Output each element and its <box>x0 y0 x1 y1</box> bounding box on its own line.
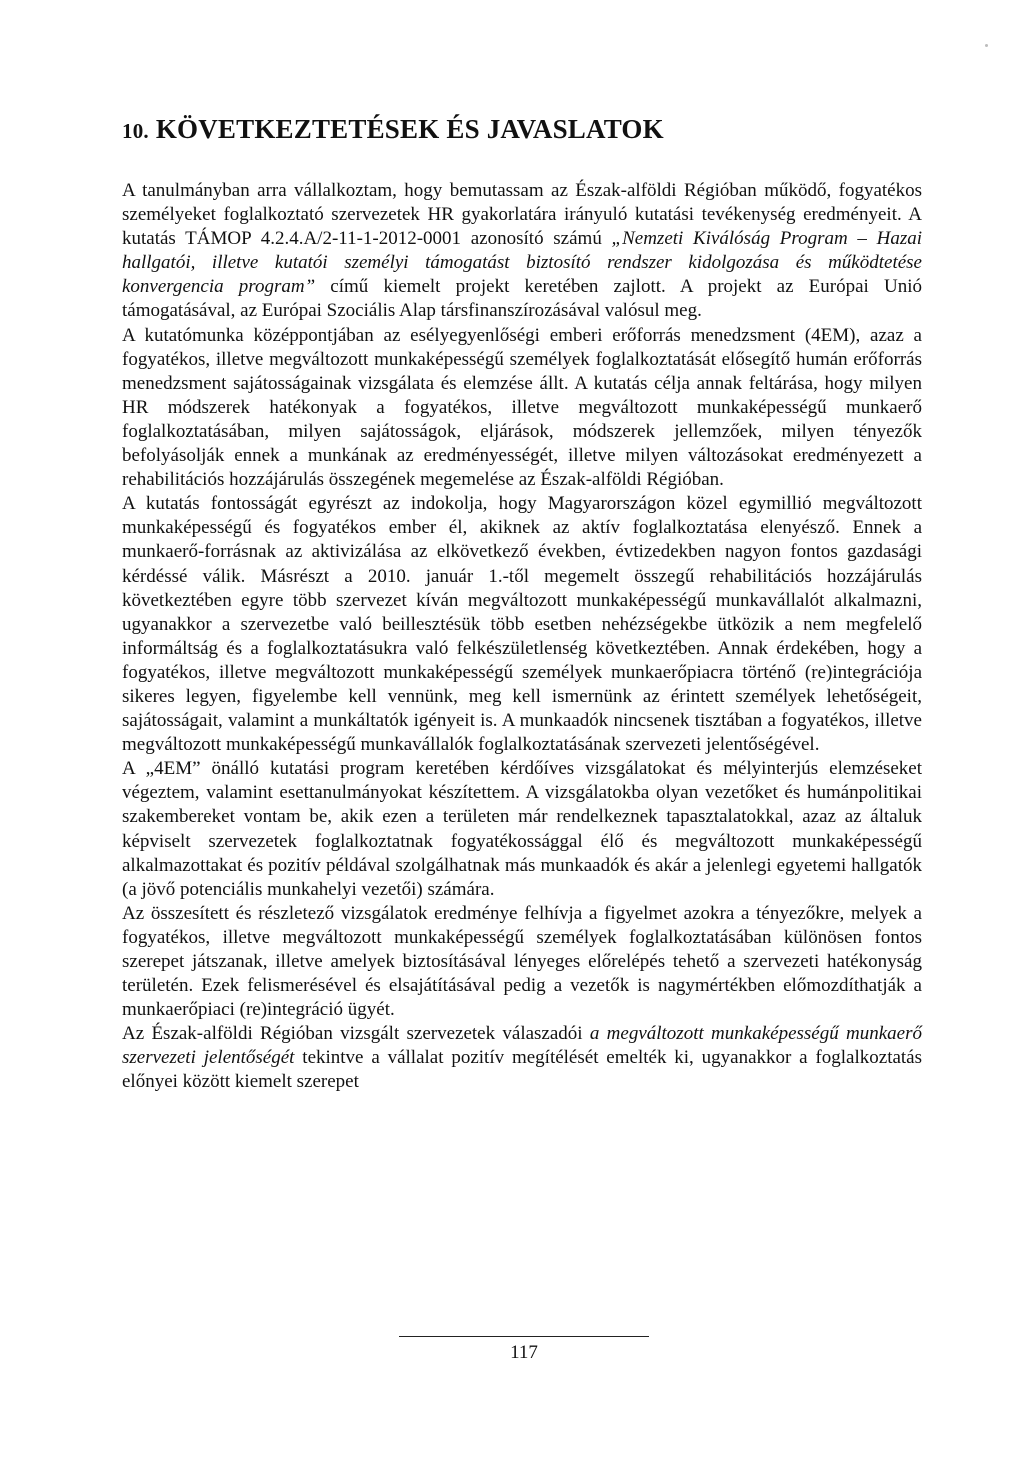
paragraph-6-emphasis: a megváltozott munkaképességű munkaerő szervezeti jelentőségét <box>122 1023 922 1069</box>
section-heading <box>122 112 922 148</box>
paragraph-4: A „4EM” önálló kutatási program keretében kérdőíves vizsgálatokat és mélyinterjús elemzéseket végeztem, valamint esettanulmányokat készítettem. A vizsgálatokba olyan vezetőket és humánpolitikai szakembereket vontam be, akik ezen a területen már rendelkeznek tapasztalatokkal, azaz az általuk képviselt szervezetek foglalkoztatnak fogyatékossággal élő és megváltozott munkaképességű alkalmazottakat és pozitív példával szolgálhatnak más munkaadók és akár a jelenlegi egyetemi hallgatók (a jövő potenciális munkahelyi vezetői) számára. <box>122 758 922 900</box>
paragraph-2: A kutatómunka középpontjában az esélyegyenlőségi emberi erőforrás menedzsment (4EM), azaz a fogyatékos, illetve megváltozott munkaképességű személyek foglalkoztatását elősegítő humán erőforrás menedzsment sajátosságainak vizsgálata és elemzése állt. A kutatás célja annak feltárása, hogy milyen HR módszerek hatékonyak a fogyatékos, illetve megváltozott munkaképességű munkaerő foglalkoztatásában, milyen sajátosságok, eljárások, módszerek jellemzőek, milyen tényezők befolyásolják ennek a munkának az eredményességét, illetve milyen változásokat eredményezett a rehabilitációs hozzájárulás összegének megemelése az Észak-alföldi Régióban. <box>122 324 922 491</box>
paragraph-6-text-start: Az Észak-alföldi Régióban vizsgált szervezetek válaszadói <box>122 1023 590 1045</box>
footer-rule <box>399 1336 649 1337</box>
section-title: KÖVETKEZTETÉSEK ÉS JAVASLATOK <box>155 114 664 144</box>
page-number: 117 <box>510 1342 538 1363</box>
paragraph-1 <box>122 179 922 324</box>
paragraph-3: A kutatás fontosságát egyrészt az indokolja, hogy Magyarországon közel egymillió megváltozott munkaképességű és fogyatékos ember él, akiknek az aktív foglalkoztatása elenyésző. Ennek a munkaerő-forrásnak az aktivizálása az elkövetkező években, évtizedekben nagyon fontos gazdasági kérdéssé válik. Másrészt a 2010. január 1.-től megemelt összegű rehabilitációs hozzájárulás következtében egyre több szervezet kíván megváltozott munkaképességű munkavállalót alkalmazni, ugyanakkor a szervezetbe való beillesztésük több esetben nehézségekbe ütközik a nem megfelelő informáltság és a foglalkoztatásukra való felkészületlenség következtében. Annak érdekében, hogy a fogyatékos, illetve megváltozott munkaképességű személyek munkaerőpiacra történő (re)integrációja sikeres legyen, figyelembe kell vennünk, meg kell ismernünk az érintett személyek lehetőségeit, sajátosságait, valamint a munkáltatók igényeit is. A munkaadók nincsenek tisztában a fogyatékos, illetve megváltozott munkaképességű munkavállalók foglalkoztatásának szervezeti jelentőségével. <box>122 493 922 756</box>
paragraph-1-text-end: című kiemelt projekt keretében zajlott. A projekt az Európai Unió támogatásával, az Európai Szociális Alap társfinanszírozásával valósul meg. <box>122 276 922 322</box>
section-number: 10. <box>122 119 149 143</box>
scan-speck <box>985 44 988 47</box>
paragraph-5: Az összesített és részletező vizsgálatok eredménye felhívja a figyelmet azokra a tényezőkre, melyek a fogyatékos, illetve megváltozott munkaképességű személyek foglalkoztatásában különösen fontos szerepet játszanak, illetve amelyek biztosításával lényeges előrelépés tehető a szervezeti hatékonyság területén. Ezek felismerésével és elsajátításával pedig a vezetők is nagymértékben előmozdíthatják a munkaerőpiaci (re)integráció ügyét. <box>122 902 922 1021</box>
body-text <box>122 179 922 1095</box>
paragraph-1-program-title: „Nemzeti Kiválóság Program – Hazai hallgatói, illetve kutatói személyi támogatást biztosító rendszer kidolgozása és működtetése konvergencia program” <box>122 228 922 298</box>
paragraph-1-text-start: A tanulmányban arra vállalkoztam, hogy bemutassam az Észak-alföldi Régióban működő, fogyatékos személyeket foglalkoztató szervezetek HR gyakorlatára irányuló kutatási tevékenység eredményeit. A kutatás TÁMOP 4.2.4.A/2-11-1-2012-0001 azonosító számú <box>122 180 922 250</box>
paragraph-6-text-end: tekintve a vállalat pozitív megítélését emelték ki, ugyanakkor a foglalkoztatás előnyei között kiemelt szerepet <box>122 1047 923 1093</box>
paragraph-6 <box>122 1022 922 1094</box>
